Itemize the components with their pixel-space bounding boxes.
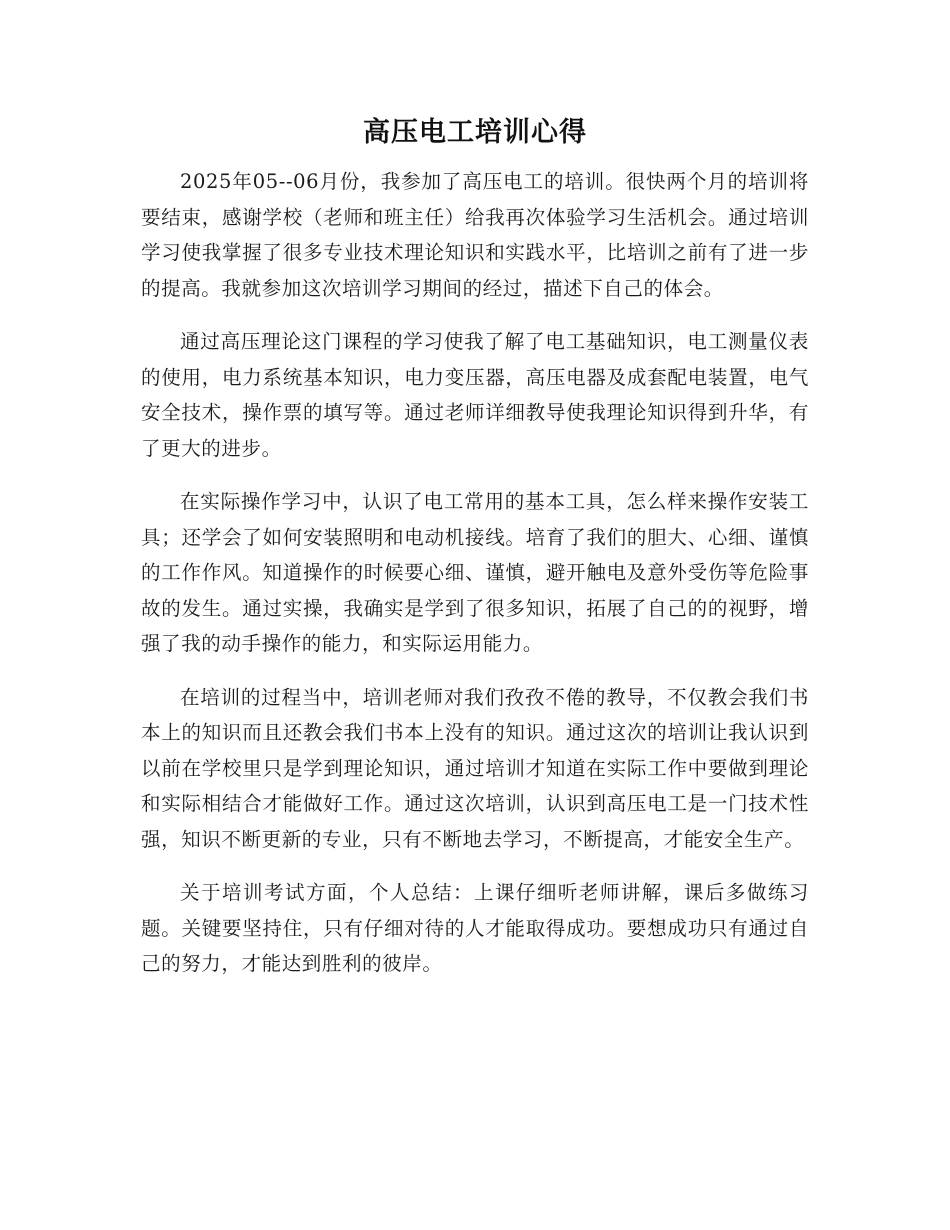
paragraph-4: 在培训的过程当中，培训老师对我们孜孜不倦的教导，不仅教会我们书本上的知识而且还教会我们书本上没有的知识。通过这次的培训让我认识到以前在学校里只是学到理论知识，通过培训才知道在实际工作中要做到理论和实际相结合才能做好工作。通过这次培训，认识到高压电工是一门技术性强，知识不断更新的专业，只有不断地去学习，不断提高，才能安全生产。 (141, 685, 809, 851)
paragraph-1: 2025年05--06月份，我参加了高压电工的培训。很快两个月的培训将要结束，感谢学校（老师和班主任）给我再次体验学习生活机会。通过培训学习使我掌握了很多专业技术理论知识和实践水平，比培训之前有了进一步的提高。我就参加这次培训学习期间的经过，描述下自己的体会。 (141, 170, 809, 300)
paragraph-2: 通过高压理论这门课程的学习使我了解了电工基础知识，电工测量仪表的使用，电力系统基本知识，电力变压器，高压电器及成套配电装置，电气安全技术，操作票的填写等。通过老师详细教导使我理论知识得到升华，有了更大的进步。 (141, 330, 809, 460)
paragraph-3: 在实际操作学习中，认识了电工常用的基本工具，怎么样来操作安装工具；还学会了如何安装照明和电动机接线。培育了我们的胆大、心细、谨慎的工作作风。知道操作的时候要心细、谨慎，避开触电及意外受伤等危险事故的发生。通过实操，我确实是学到了很多知识，拓展了自己的的视野，增强了我的动手操作的能力，和实际运用能力。 (141, 490, 809, 655)
document-body (141, 112, 809, 1000)
document-title: 高压电工培训心得 (363, 117, 587, 148)
paragraph-5: 关于培训考试方面，个人总结：上课仔细听老师讲解，课后多做练习题。关键要坚持住，只有仔细对待的人才能取得成功。要想成功只有通过自己的努力，才能达到胜利的彼岸。 (141, 881, 809, 975)
